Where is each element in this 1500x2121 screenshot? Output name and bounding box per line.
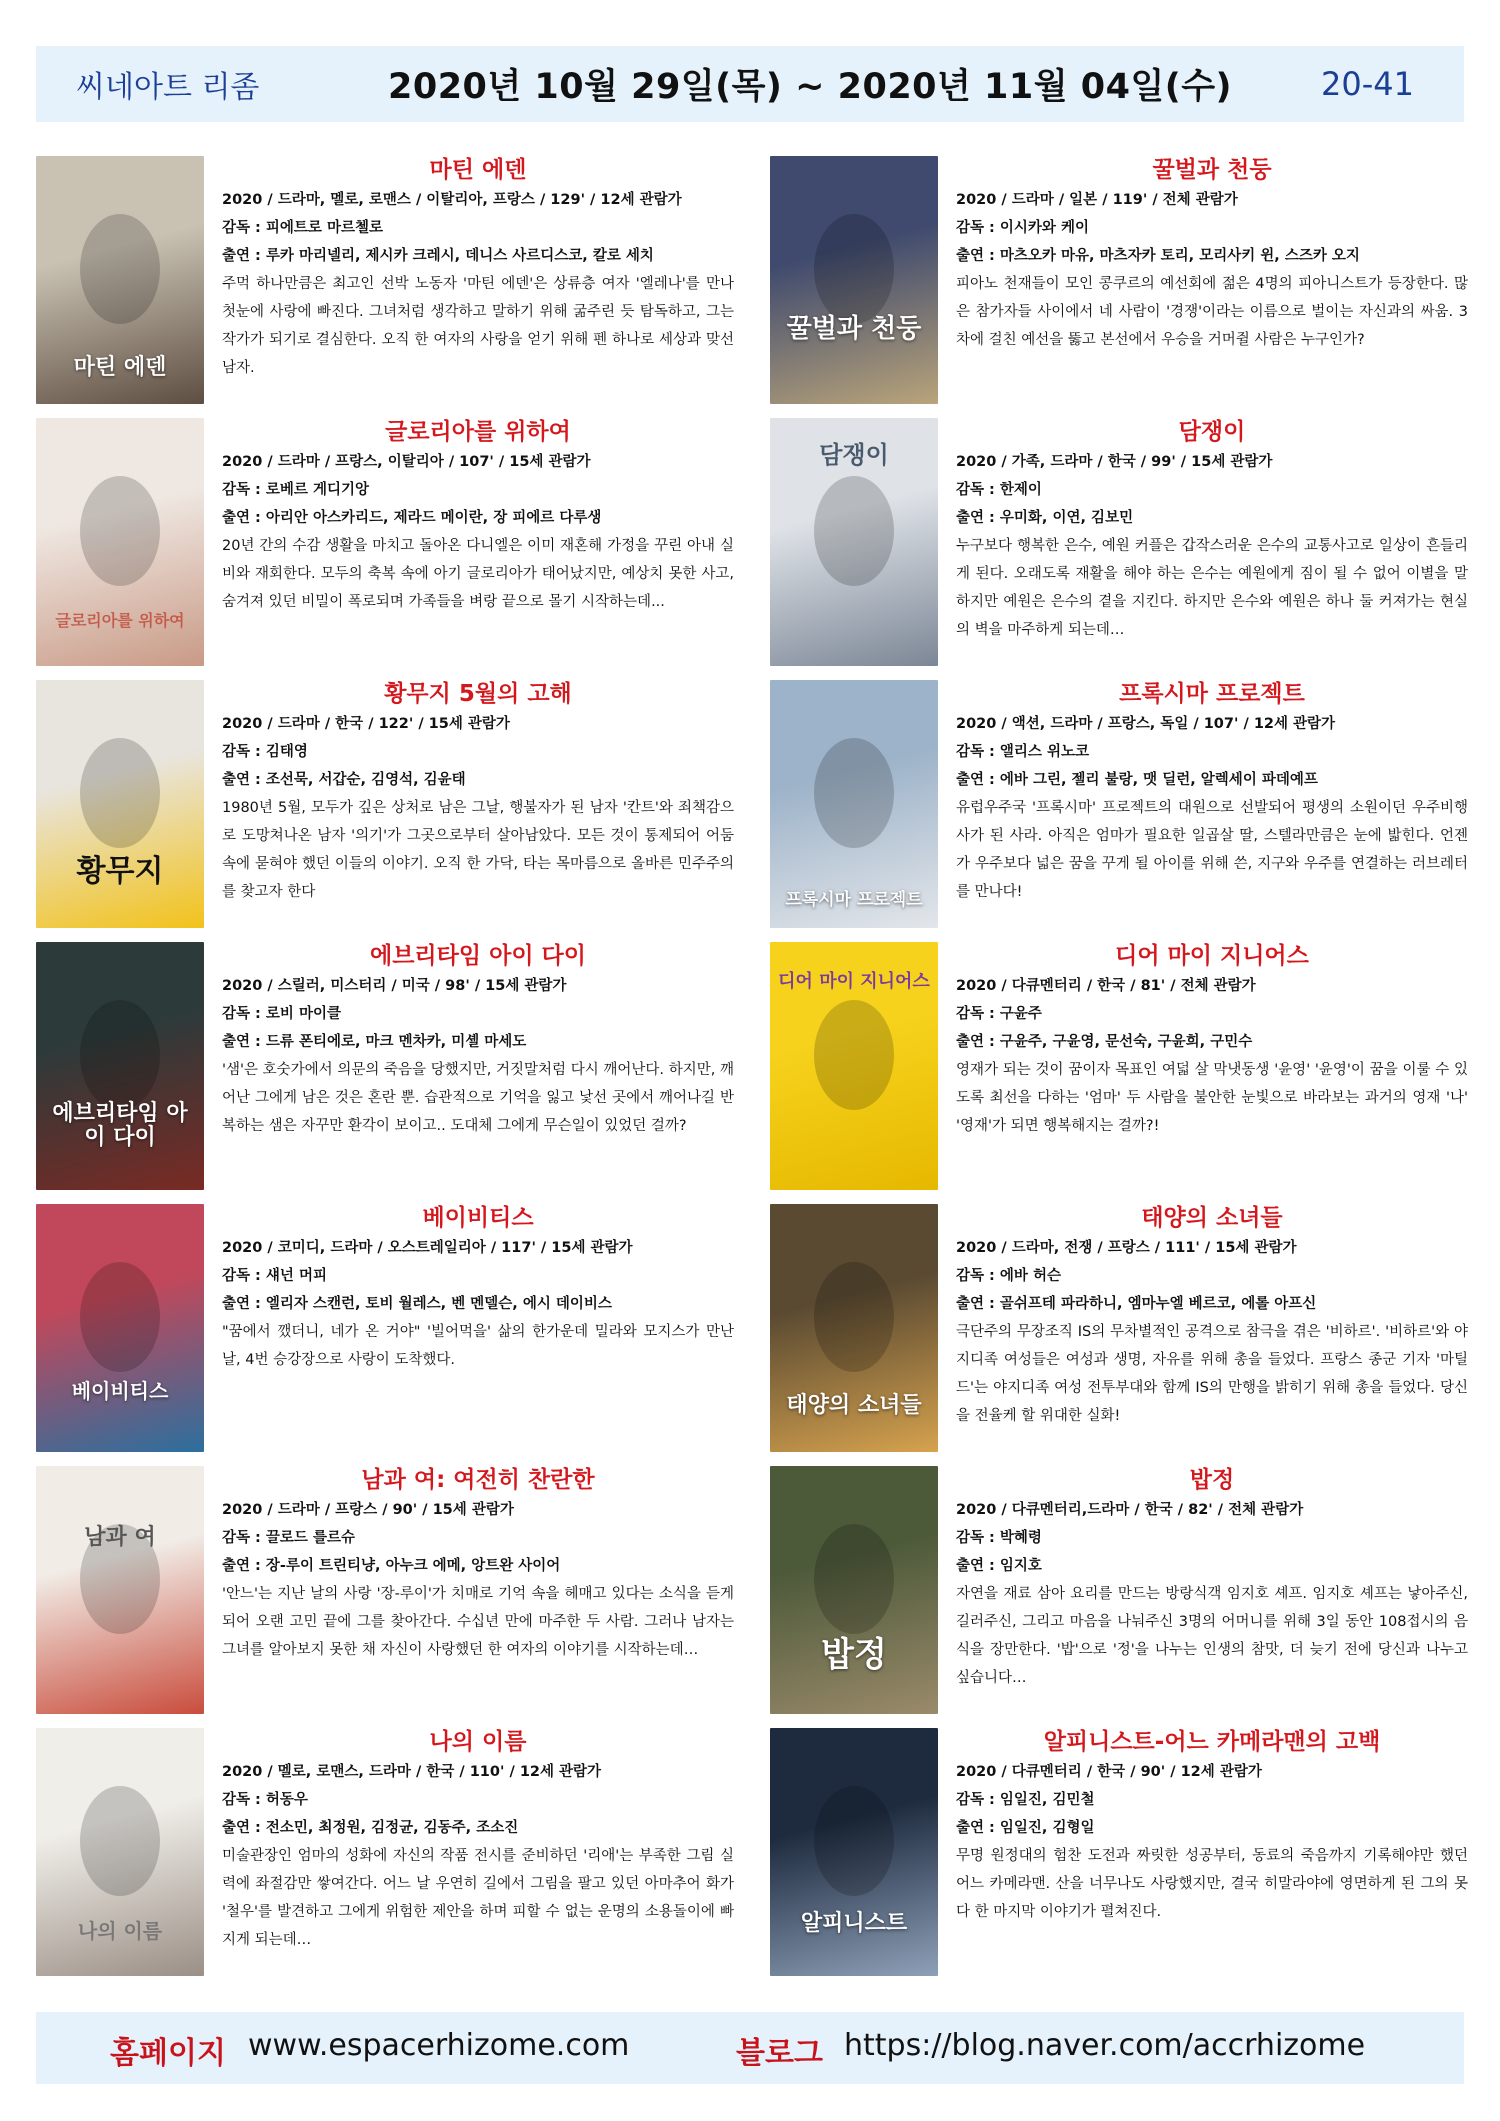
poster-title: 디어 마이 지니어스 bbox=[778, 971, 930, 992]
film-director: 감독 : 끌로드 를르슈 bbox=[222, 1530, 355, 1546]
film-synopsis: 극단주의 무장조직 IS의 무차별적인 공격으로 참극을 겪은 '비하르'. '비하르'와 야지디족 여성들은 여성과 생명, 자유를 위해 총을 들었다. 프랑스 종군 기자 '마틸드'는 야지디족 여성 전투부대와 함께 IS의 만행을 밝히기 위해 총을 들었다. 당신을 전율케 할 위대한 실화! bbox=[956, 1324, 1468, 1424]
poster-title: 에브리타임 아이 다이 bbox=[52, 1100, 188, 1150]
film-meta: 2020 / 다큐멘터리 / 한국 / 90' / 12세 관람가 bbox=[956, 1764, 1262, 1780]
film-director: 감독 : 허동우 bbox=[222, 1792, 308, 1808]
film-cast: 출연 : 루카 마리넬리, 제시카 크레시, 데니스 사르디스코, 칼로 세치 bbox=[222, 248, 654, 264]
film-director: 감독 : 섀넌 머피 bbox=[222, 1268, 327, 1284]
page-header bbox=[36, 46, 1464, 122]
poster-figure bbox=[814, 738, 894, 848]
film-meta: 2020 / 드라마 / 일본 / 119' / 전체 관람가 bbox=[956, 192, 1238, 208]
film-meta: 2020 / 드라마, 전쟁 / 프랑스 / 111' / 15세 관람가 bbox=[956, 1240, 1297, 1256]
poster-figure bbox=[814, 476, 894, 586]
film-cast: 출연 : 엘리자 스캔런, 토비 월레스, 벤 멘델슨, 에시 데이비스 bbox=[222, 1296, 612, 1312]
film-entry-my-name bbox=[36, 1728, 736, 1984]
poster-title: 나의 이름 bbox=[77, 1919, 163, 1943]
film-title: 태양의 소녀들 bbox=[1141, 1205, 1283, 1231]
film-title: 알피니스트-어느 카메라맨의 고백 bbox=[1043, 1729, 1381, 1755]
poster-title: 프록시마 프로젝트 bbox=[785, 890, 923, 911]
film-entry-dear-my-genius bbox=[770, 942, 1470, 1198]
film-synopsis: 1980년 5월, 모두가 깊은 상처로 남은 그날, 행불자가 된 남자 '칸트'와 죄책감으로 도망쳐나온 남자 '의기'가 그곳으로부터 살아남았다. 모든 것이 통제되어 어둠 속에 묻혀야 했던 이들의 이야기. 오직 한 가닥, 타는 목마름으로 올바른 민주주의를 찾고자 한다 bbox=[222, 800, 734, 900]
poster-title: 알피니스트 bbox=[800, 1910, 908, 1936]
film-entry-best-years-of-a-life bbox=[36, 1466, 736, 1722]
film-cast: 출연 : 우미화, 이연, 김보민 bbox=[956, 510, 1134, 526]
film-entry-alpinist bbox=[770, 1728, 1470, 1984]
poster-figure bbox=[814, 1786, 894, 1896]
film-poster bbox=[770, 680, 938, 928]
film-poster bbox=[770, 1728, 938, 1976]
film-cast: 출연 : 조선묵, 서갑순, 김영석, 김윤태 bbox=[222, 772, 466, 788]
poster-figure bbox=[80, 476, 160, 586]
poster-figure bbox=[80, 1786, 160, 1896]
film-meta: 2020 / 다큐멘터리 / 한국 / 81' / 전체 관람가 bbox=[956, 978, 1256, 994]
homepage-link[interactable]: www.espacerhizome.com bbox=[248, 2028, 630, 2063]
film-title: 디어 마이 지니어스 bbox=[1115, 943, 1309, 969]
film-director: 감독 : 구윤주 bbox=[956, 1006, 1042, 1022]
film-synopsis: '샘'은 호숫가에서 의문의 죽음을 당했지만, 거짓말처럼 다시 깨어난다. 하지만, 깨어난 그에게 남은 것은 혼란 뿐. 습관적으로 기억을 잃고 낯선 곳에서 깨어나길 반복하는 샘은 자꾸만 환각이 보이고.. 도대체 그에게 무슨일이 있었던 걸까? bbox=[222, 1062, 734, 1134]
film-director: 감독 : 로베르 게디기앙 bbox=[222, 482, 370, 498]
film-entry-gloria bbox=[36, 418, 736, 674]
film-title: 베이비티스 bbox=[422, 1205, 534, 1231]
poster-title: 꿀벌과 천둥 bbox=[786, 314, 922, 345]
film-cast: 출연 : 구윤주, 구윤영, 문선숙, 구윤희, 구민수 bbox=[956, 1034, 1253, 1050]
film-meta: 2020 / 드라마 / 한국 / 122' / 15세 관람가 bbox=[222, 716, 510, 732]
film-entry-martin-eden bbox=[36, 156, 736, 412]
film-cast: 출연 : 드류 폰티에로, 마크 멘차카, 미셸 마세도 bbox=[222, 1034, 527, 1050]
film-director: 감독 : 박혜령 bbox=[956, 1530, 1042, 1546]
film-director: 감독 : 앨리스 위노코 bbox=[956, 744, 1089, 760]
film-title: 에브리타임 아이 다이 bbox=[370, 943, 586, 969]
poster-figure bbox=[80, 1000, 160, 1110]
film-poster bbox=[36, 156, 204, 404]
film-title: 프록시마 프로젝트 bbox=[1119, 681, 1305, 707]
film-cast: 출연 : 골쉬프테 파라하니, 엠마누엘 베르코, 에롤 아프신 bbox=[956, 1296, 1317, 1312]
film-synopsis: 무명 원정대의 험찬 도전과 짜릿한 성공부터, 동료의 죽음까지 기록해야만 했던 어느 카메라맨. 산을 너무나도 사랑했지만, 결국 히말라야에 영면하게 된 그의 못다 한 마지막 이야기가 펼쳐진다. bbox=[956, 1848, 1468, 1920]
film-cast: 출연 : 아리안 아스카리드, 제라드 메이란, 장 피에르 다루생 bbox=[222, 510, 602, 526]
film-poster bbox=[36, 1466, 204, 1714]
film-entry-honeybees-and-thunder bbox=[770, 156, 1470, 412]
film-title: 글로리아를 위하여 bbox=[385, 419, 571, 445]
film-entry-bapjeong bbox=[770, 1466, 1470, 1722]
poster-title: 밥정 bbox=[821, 1634, 887, 1675]
poster-title: 황무지 bbox=[76, 854, 164, 889]
poster-title: 담쟁이 bbox=[819, 441, 889, 469]
film-meta: 2020 / 드라마, 멜로, 로맨스 / 이탈리아, 프랑스 / 129' / 12세 관람가 bbox=[222, 192, 682, 208]
film-cast: 출연 : 임지호 bbox=[956, 1558, 1042, 1574]
film-title: 밥정 bbox=[1189, 1467, 1235, 1493]
film-director: 감독 : 에바 허슨 bbox=[956, 1268, 1061, 1284]
film-cast: 출연 : 마츠오카 마유, 마츠자카 토리, 모리사키 윈, 스즈카 오지 bbox=[956, 248, 1360, 264]
film-meta: 2020 / 드라마 / 프랑스 / 90' / 15세 관람가 bbox=[222, 1502, 514, 1518]
film-cast: 출연 : 임일진, 김형일 bbox=[956, 1820, 1095, 1836]
film-director: 감독 : 이시카와 케이 bbox=[956, 220, 1089, 236]
film-poster bbox=[770, 418, 938, 666]
film-entry-wasteland bbox=[36, 680, 736, 936]
film-cast: 출연 : 에바 그린, 젤리 불랑, 맷 딜런, 알렉세이 파데예프 bbox=[956, 772, 1318, 788]
issue-number: 20-41 bbox=[1321, 65, 1414, 103]
film-synopsis: 주먹 하나만큼은 최고인 선박 노동자 '마틴 에덴'은 상류층 여자 '엘레나'를 만나 첫눈에 사랑에 빠진다. 그녀처럼 생각하고 말하기 위해 굶주린 듯 탐독하고, 그는 작가가 되기로 결심한다. 오직 한 여자의 사랑을 얻기 위해 펜 하나로 세상과 맞선 남자. bbox=[222, 276, 734, 376]
film-cast: 출연 : 전소민, 최정원, 김정균, 김동주, 조소진 bbox=[222, 1820, 519, 1836]
film-synopsis: 피아노 천재들이 모인 콩쿠르의 예선회에 젊은 4명의 피아니스트가 등장한다. 많은 참가자들 사이에서 네 사람이 '경쟁'이라는 이름으로 벌이는 자신과의 싸움. 3차에 걸친 예선을 뚫고 본선에서 우승을 거머쥘 사람은 누구인가? bbox=[956, 276, 1468, 348]
poster-figure bbox=[80, 738, 160, 848]
film-director: 감독 : 김태영 bbox=[222, 744, 308, 760]
film-entry-every-time-i-die bbox=[36, 942, 736, 1198]
film-entry-ivy bbox=[770, 418, 1470, 674]
film-meta: 2020 / 액션, 드라마 / 프랑스, 독일 / 107' / 12세 관람가 bbox=[956, 716, 1336, 732]
film-title: 나의 이름 bbox=[429, 1729, 527, 1755]
film-title: 황무지 5월의 고해 bbox=[384, 681, 572, 707]
film-title: 꿀벌과 천둥 bbox=[1152, 157, 1272, 183]
film-director: 감독 : 로비 마이클 bbox=[222, 1006, 341, 1022]
page-footer bbox=[36, 2012, 1464, 2084]
film-poster bbox=[36, 942, 204, 1190]
poster-figure bbox=[80, 1262, 160, 1372]
film-poster bbox=[36, 418, 204, 666]
film-synopsis: 영재가 되는 것이 꿈이자 목표인 여덟 살 막냇동생 '윤영' '윤영'이 꿈을 이룰 수 있도록 최선을 다하는 '엄마' 두 사람을 불안한 눈빛으로 바라보는 과거의 영재 '나' '영재'가 되면 행복해지는 걸까?! bbox=[956, 1062, 1468, 1134]
theater-name: 씨네아트 리좀 bbox=[76, 70, 260, 105]
film-cast: 출연 : 장-루이 트린티냥, 아누크 에메, 앙트완 사이어 bbox=[222, 1558, 561, 1574]
poster-title: 글로리아를 위하여 bbox=[55, 611, 185, 631]
blog-label: 블로그 bbox=[736, 2036, 823, 2071]
film-synopsis: "꿈에서 깼더니, 네가 온 거야" '빌어먹을' 삶의 한가운데 밀라와 모지스가 만난 날, 4번 승강장으로 사랑이 도착했다. bbox=[222, 1324, 734, 1368]
film-poster bbox=[36, 1204, 204, 1452]
homepage-label: 홈페이지 bbox=[110, 2036, 226, 2071]
film-meta: 2020 / 다큐멘터리,드라마 / 한국 / 82' / 전체 관람가 bbox=[956, 1502, 1304, 1518]
film-poster bbox=[36, 1728, 204, 1976]
film-entry-girls-of-the-sun bbox=[770, 1204, 1470, 1460]
film-director: 감독 : 한제이 bbox=[956, 482, 1042, 498]
poster-figure bbox=[814, 1000, 894, 1110]
film-meta: 2020 / 코미디, 드라마 / 오스트레일리아 / 117' / 15세 관람가 bbox=[222, 1240, 633, 1256]
film-synopsis: 누구보다 행복한 은수, 예원 커플은 갑작스러운 은수의 교통사고로 일상이 흔들리게 된다. 오래도록 재활을 해야 하는 은수는 예원에게 짐이 될 수 없어 이별을 말하지만 예원은 은수의 곁을 지킨다. 하지만 은수와 예원은 하나 둘 커져가는 현실의 벽을 마주하게 되는데… bbox=[956, 538, 1468, 638]
film-synopsis: 자연을 재료 삼아 요리를 만드는 방랑식객 임지호 셰프. 임지호 셰프는 낳아주신, 길러주신, 그리고 마음을 나눠주신 3명의 어머니를 위해 3일 동안 108접시의 음식을 장만한다. '밥'으로 '정'을 나누는 인생의 참맛, 더 늦기 전에 당신과 나누고 싶습니다… bbox=[956, 1586, 1468, 1686]
film-meta: 2020 / 스릴러, 미스터리 / 미국 / 98' / 15세 관람가 bbox=[222, 978, 567, 994]
poster-figure bbox=[814, 214, 894, 324]
film-poster bbox=[770, 1466, 938, 1714]
poster-title: 태양의 소녀들 bbox=[786, 1392, 922, 1418]
film-poster bbox=[770, 942, 938, 1190]
poster-figure bbox=[814, 1524, 894, 1634]
blog-link[interactable]: https://blog.naver.com/accrhizome bbox=[844, 2028, 1366, 2063]
poster-figure bbox=[80, 214, 160, 324]
film-poster bbox=[770, 1204, 938, 1452]
film-poster bbox=[36, 680, 204, 928]
film-synopsis: 미술관장인 엄마의 성화에 자신의 작품 전시를 준비하던 '리애'는 부족한 그림 실력에 좌절감만 쌓여간다. 어느 날 우연히 길에서 그림을 팔고 있던 아마추어 화가 '철우'를 발견하고 그에게 위험한 제안을 하며 피할 수 없는 운명의 소용돌이에 빠지게 되는데… bbox=[222, 1848, 734, 1948]
film-poster bbox=[770, 156, 938, 404]
film-meta: 2020 / 드라마 / 프랑스, 이탈리아 / 107' / 15세 관람가 bbox=[222, 454, 591, 470]
film-synopsis: '안느'는 지난 날의 사랑 '장-루이'가 치매로 기억 속을 헤매고 있다는 소식을 듣게 되어 오랜 고민 끝에 그를 찾아간다. 수십년 만에 마주한 두 사람. 그러나 남자는 그녀를 알아보지 못한 채 자신이 사랑했던 한 여자의 이야기를 시작하는데… bbox=[222, 1586, 734, 1658]
poster-title: 베이비티스 bbox=[71, 1379, 169, 1403]
film-entry-proxima bbox=[770, 680, 1470, 936]
film-title: 담쟁이 bbox=[1178, 419, 1246, 445]
film-title: 남과 여: 여전히 찬란한 bbox=[361, 1467, 595, 1493]
film-meta: 2020 / 멜로, 로맨스, 드라마 / 한국 / 110' / 12세 관람가 bbox=[222, 1764, 602, 1780]
film-meta: 2020 / 가족, 드라마 / 한국 / 99' / 15세 관람가 bbox=[956, 454, 1273, 470]
poster-title: 남과 여 bbox=[84, 1525, 156, 1550]
film-director: 감독 : 피에트로 마르첼로 bbox=[222, 220, 384, 236]
film-synopsis: 유럽우주국 '프록시마' 프로젝트의 대원으로 선발되어 평생의 소원이던 우주비행사가 된 사라. 아직은 엄마가 필요한 일곱살 딸, 스텔라만큼은 눈에 밟힌다. 언젠가 우주보다 넓은 꿈을 꾸게 될 아이를 위해 쓴, 지구와 우주를 연결하는 러브레터를 만나다! bbox=[956, 800, 1468, 900]
film-synopsis: 20년 간의 수감 생활을 마치고 돌아온 다니엘은 이미 재혼해 가정을 꾸린 아내 실비와 재회한다. 모두의 축복 속에 아기 글로리아가 태어났지만, 예상치 못한 사고, 숨겨져 있던 비밀이 폭로되며 가족들을 벼랑 끝으로 몰기 시작하는데... bbox=[222, 538, 734, 610]
film-title: 마틴 에덴 bbox=[429, 157, 527, 183]
poster-title: 마틴 에덴 bbox=[73, 354, 167, 380]
poster-figure bbox=[814, 1262, 894, 1372]
schedule-dates: 2020년 10월 29일(목) ~ 2020년 11월 04일(수) bbox=[388, 67, 1233, 107]
film-entry-babyteeth bbox=[36, 1204, 736, 1460]
film-director: 감독 : 임일진, 김민철 bbox=[956, 1792, 1095, 1808]
